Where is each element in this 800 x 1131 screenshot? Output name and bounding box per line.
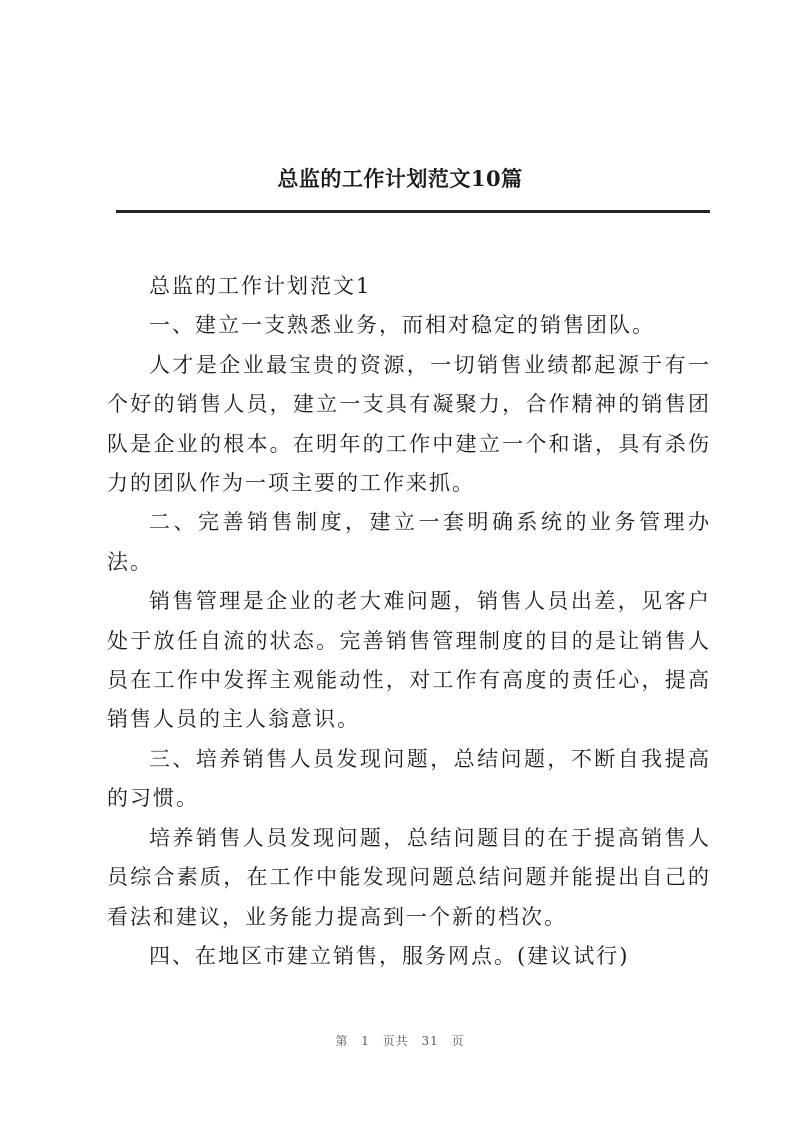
body-paragraph-3: 培养销售人员发现问题，总结问题目的在于提高销售人员综合素质，在工作中能发现问题总结问题并能提出自己的看法和建议，业务能力提高到一个新的档次。 bbox=[107, 825, 711, 929]
title-divider bbox=[116, 210, 710, 213]
point-heading-4: 四、在地区市建立销售，服务网点。(建议试行) bbox=[149, 943, 630, 968]
point-heading-2: 二、完善销售制度，建立一套明确系统的业务管理办法。 bbox=[107, 510, 711, 574]
body-paragraph-1: 人才是企业最宝贵的资源，一切销售业绩都起源于有一个好的销售人员，建立一支具有凝聚力，合作精神的销售团队是企业的根本。在明年的工作中建立一个和谐，具有杀伤力的团队作为一项主要的工作来抓。 bbox=[107, 352, 711, 496]
document-body bbox=[107, 267, 711, 976]
body-paragraph-2: 销售管理是企业的老大难问题，销售人员出差，见客户处于放任自流的状态。完善销售管理制度的目的是让销售人员在工作中发挥主观能动性，对工作有高度的责任心，提高销售人员的主人翁意识。 bbox=[107, 589, 711, 732]
page-number: 第 1 页共 31 页 bbox=[335, 1034, 465, 1048]
point-heading-3: 三、培养销售人员发现问题，总结问题，不断自我提高的习惯。 bbox=[107, 746, 711, 811]
document-title: 总监的工作计划范文10篇 bbox=[277, 166, 523, 191]
point-heading-1: 一、建立一支熟悉业务，而相对稳定的销售团队。 bbox=[149, 313, 655, 338]
section-heading: 总监的工作计划范文1 bbox=[149, 274, 372, 298]
